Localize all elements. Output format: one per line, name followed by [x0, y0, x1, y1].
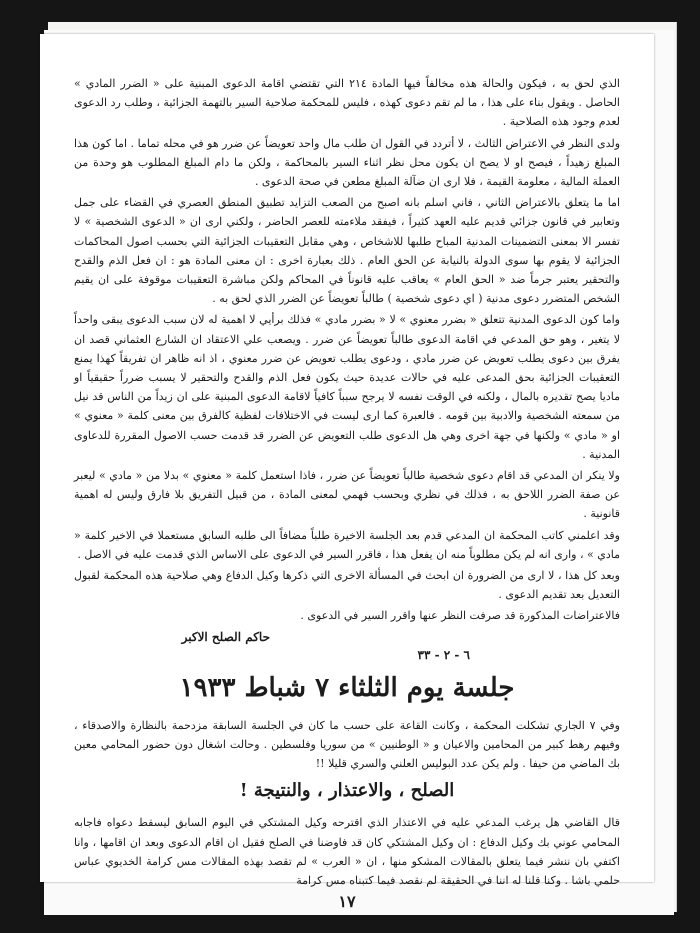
paragraph-1: الذي لحق به ، فيكون والحالة هذه مخالفاً فيها المادة ٢١٤ التي تقتضي اقامة الدعوى المبنية على « الضرر المادي » الحاصل . ويقول بناء على هذا ، ما لم تقم دعوى كهذه ، فليس للمحكمة صلاحية السير بالتهمة الجزائية ، وطلب رد الدعوى لعدم وجود هذه الصلاحية . — [74, 77, 620, 129]
section-title: الصلح ، والاعتذار ، والنتيجة ! — [239, 780, 455, 802]
document-page — [40, 34, 654, 912]
paragraph-5: ولا ينكر ان المدعي قد اقام دعوى شخصية طالباً تعويضاً عن ضرر ، فاذا استعمل كلمة « معنوي » بدلا من « مادي » ليعبر عن صفة الضرر اللاحق به ، فذلك في نظري وبحسب فهمي لمعنى المادة ، من قبيل التفريق بلا فارق وليس له اهمية قانونية . — [74, 469, 620, 521]
session-paragraph: وفي ٧ الجاري تشكلت المحكمة ، وكانت القاعة على حسب ما كان في الجلسة السابقة مزدحمة بالنظارة والاصدقاء ، وفيهم رهط كبير من المحامين والاعيان و « الوطنيين » من سوريا وفلسطين . وحالت اشغال دون حضور المحامي معين بك الماضي من حيفا . ولم يكن عدد البوليس العلني والسري قليلا !! — [74, 718, 620, 771]
paragraph-3: اما ما يتعلق بالاعتراض الثاني ، فاني اسلم بانه اصبح من الصعب التزايد تطبيق المنطق العصري في القضاء على جمل وتعابير في قانون جزائي قديم عليه العهد كثيراً ، فيفقد ملاءمته للعصر الحاضر ، ولكني ارى ان « الدعوى الشخصية » لا تفسر الا بمعنى التضمينات المدنية المباح طلبها للاشخاص ، وهي مقابل التعقيبات الجزائية التي بحسب اصول المحاكمات الجزائية لا يقوم بها سوى الدولة بالنيابة عن الحق العام . ذلك بعبارة اخرى : ان معنى المادة هو : ان فعل الذم والقدح والتحقير يعتبر جرماً ضد « الحق العام » يعاقب عليه قانوناً في المحاكم ولكن مباشرة التعقيبات موقوفة على ان يقيم الشخص المتضرر دعوى مدنية ( اي دعوى شخصية ) طالباً تعويضاً عن الضرر الذي لحق به . — [74, 196, 620, 306]
paragraph-8: فالاعتراضات المذكورة قد صرفت النظر عنها واقرر السير في الدعوى . — [300, 609, 620, 623]
paragraph-6: وقد اعلمني كاتب المحكمة ان المدعي قدم بعد الجلسة الاخيرة طلباً مضافاً الى طلبه السابق مستعملا في الاخير كلمة « مادي » ، وارى انه لم يكن مطلوباً منه ان يفعل هذا ، فاقرر السير في الدعوى على الاساس الذي قدمت عليه في الاصل . — [74, 528, 620, 561]
ruling-date: ٦ - ٢ - ٣٣ — [417, 647, 470, 662]
page-number: ١٧ — [338, 892, 356, 912]
paragraph-7: وبعد كل هذا ، لا ارى من الضرورة ان ابحث في المسألة الاخرى التي ذكرها وكيل الدفاع وهي صلاحية هذه المحكمة لقبول التعديل بعد تقديم الدعوى . — [74, 569, 620, 602]
bottom-paragraph: قال القاضي هل يرغب المدعي عليه في الاعتذار الذي اقترحه وكيل المشتكي في اليوم السابق ليسقط دعواه فاجابه المحامي عوني بك وكيل الدفاع : ان وكيل المشتكي كان قد فاوضنا في الصلح فقيل ان اقام الدعوى وبعد ان اقامها ، وانا اكتفي بان ننشر فيما يتعلق بالمقالات المشكو منها ، ان « العرب » لم تقصد بهذه المقالات مس كرامة الخديوي عباس حلمي باشا . وكنا قلنا له اننا في الحقيقة لم نقصد فيما كتبناه مس كرامة — [74, 816, 620, 887]
session-title: جلسة يوم الثلثاء ٧ شباط ١٩٣٣ — [179, 672, 515, 703]
paragraph-2: ولدى النظر في الاعتراض الثالث ، لا أتردد في القول ان طلب مال واحد تعويضاً عن ضرر هو في محله تماما . اما كون هذا المبلغ زهيداً ، فيصح او لا يصح ان يكون محل نظر اثناء السير بالمحاكمة ، ولكن ما دام المبلغ المطلوب هو وحدة من العملة المالية ، معلومة القيمة ، فلا ارى ان ضآلة المبلغ مطعن في صحة الدعوى . — [74, 136, 620, 189]
paragraph-4: واما كون الدعوى المدنية تتعلق « بضرر معنوي » لا « بضرر مادي » فذلك برأيي لا اهمية له لان سبب الدعوى يبقى واحداً لا يتغير ، وهو حق المدعي في اقامة الدعوى طالباً تعويضاً عن ضرر . ويصعب علي الاعتقاد ان الشارع العثماني قصد ان يفرق بين دعوى يطلب تعويض عن ضرر مادي ، ودعوى يطلب تعويض عن ضرر معنوي ، اذ انه ظاهر ان تفريقاً كهذا يمنع التعقيبات الجزائية بحق المدعى عليه في حالات عديدة حيث يكون فعل الذم والقدح والتحقير لا يسبب ضرراً حقيقياً او ماديا يصح تقديره بالمال ، ولكنه في الوقت نفسه لا يرجح سبباً كافياً لاقامة الدعوى المبنية على ان زيداً من الناس قد نيل من سمعته الشخصية والادبية بين قومه . فالعبرة كما ارى ليست في الاختلافات لفظية كالفرق بين معنى كلمة « معنوي » او « مادي » ولكنها في جهة اخرى وهي هل الدعوى طلب التعويض عن الضرر قد قدمت حسب الاصول المقررة للدعاوى المدنية . — [74, 313, 621, 461]
judge-signature: حاكم الصلح الاكبر — [181, 629, 270, 644]
